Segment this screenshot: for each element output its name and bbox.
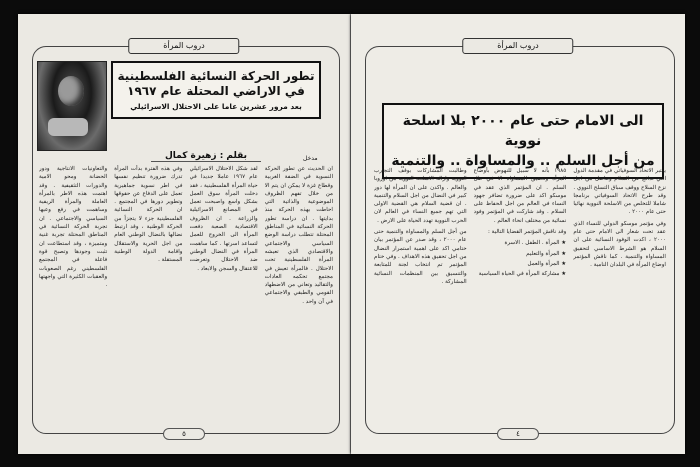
left-column-4	[39, 165, 107, 415]
right-column-3-text: وطالبت المشاركات بوقف التجارب النووية وازالة الاسلحة النووية من اوروبا والعالم . واكدن على ان المرأة لها دور كبير في النضال من اجل السلام والتنمية . ان قضية السلام هي القضية الاولى التي تهم جميع النساء في العالم لان الحرب النووية تهدد الحياة على الارض .	[373, 168, 467, 224]
list-item: ★ المرأة . الطفل . الاسرة	[504, 240, 567, 247]
right-column-2-text: ١٩٨٥ بأنه لا سبيل للنهوض بأوضاع المرأة وتحقيق المساواة الا في ظل السلم . ان المؤتمر الذي عقد في موسكو اكد على ضرورة تضافر جهود النساء في العالم من اجل الحفاظ على السلام . وقد شاركت في المؤتمر وفود نسائية من مختلف انحاء العالم .	[473, 168, 567, 224]
left-page-header: دروب المرأة	[128, 38, 239, 54]
topic-4: مشاركة المرأة في الحياة السياسية	[478, 271, 560, 278]
left-article-columns	[39, 165, 333, 415]
topics-list	[474, 239, 567, 278]
left-page-number: ٥	[163, 428, 205, 440]
left-title-line-2: في الاراضي المحتلة عام ١٩٦٧	[127, 84, 305, 98]
right-page-frame	[365, 46, 675, 434]
topic-2: المرأة والتعليم	[526, 250, 560, 257]
article-author: بقلم : زهيرة كمال	[151, 151, 261, 162]
list-item: ★ مشاركة المرأة في الحياة السياسية	[478, 271, 567, 278]
right-page	[351, 14, 685, 454]
right-article-columns	[374, 167, 666, 413]
left-title-line-3: بعد مرور عشرين عاما على الاحتلال الاسرائيلي	[130, 102, 302, 111]
right-page-number: ٤	[497, 428, 539, 440]
left-page	[18, 14, 350, 454]
list-item: ★ المرأة والعمل	[527, 260, 567, 267]
bullet-intro: وقد ناقش المؤتمر القضايا التالية :	[487, 229, 567, 236]
left-column-1	[265, 165, 333, 415]
right-top-paragraph: يعتبر الاتحاد السوفياتي في مقدمة الدول التي تدافع عن السلام وتناضل من اجل نزع السلاح ووقف سباق التسلح النووي . وقد طرح الاتحاد السوفياتي برنامجا شاملا للتخلص من الاسلحة النووية نهائيا حتى عام ٢٠٠٠ .	[573, 168, 666, 216]
left-column-2-text: لقد شكل الاحتلال الاسرائيلي عام ١٩٦٧ عاملا جديدا في حياة المرأة الفلسطينية ، فقد دخلت المرأة سوق العمل بشكل واسع واصبحت تعمل في المصانع الاسرائيلية والزراعة . ان الظروف الاقتصادية الصعبة دفعت المرأة الى الخروج للعمل لتساعد اسرتها . كما ساهمت المرأة في النضال الوطني ضد الاحتلال وتعرضت للاعتقال والسجن والابعاد .	[189, 166, 258, 272]
right-column-3b-text: من أجل السلم والمساواة والتنمية حتى عام ٢٠٠٠ ، وقد صدر عن المؤتمر بيان ختامي اكد على اهمية استمرار النضال من اجل تحقيق هذه الاهداف . وفي ختام المؤتمر تم انتخاب لجنة للمتابعة والتنسيق بين المنظمات النسائية المشاركة .	[373, 229, 467, 285]
topic-3: المرأة والعمل	[527, 260, 560, 267]
left-column-4-text: والتعاونيات الانتاجية ودور الحضانة ومحو الامية والدورات التثقيفية . وقد اهتمت هذه الاطر بالمرأة العاملة والمرأة الريفية وساهمت في رفع وعيها السياسي والاجتماعي . ان تجربة الحركة النسائية في المناطق المحتلة تجربة غنية ومتميزة ، وقد استطاعت ان تثبت وجودها وتصبح قوة فاعلة في المجتمع الفلسطيني رغم الصعوبات والعقبات الكثيرة التي واجهتها .	[39, 166, 108, 289]
left-column-2	[190, 165, 258, 415]
topic-1: المرأة . الطفل . الاسرة	[504, 240, 560, 247]
photo-face	[58, 76, 84, 106]
right-page-header: دروب المرأة	[462, 38, 573, 54]
left-title-line-1: تطور الحركة النسائية الفلسطينية	[117, 69, 315, 83]
right-column-3	[374, 167, 467, 413]
left-column-3-text: وفي هذه الفترة بدأت المرأة تدرك ضرورة تنظيم نفسها في اطر نسوية جماهيرية تعمل على الدفاع عن حقوقها وتطوير دورها في المجتمع . ان الحركة النسائية الفلسطينية جزء لا يتجزأ من الحركة الوطنية ، وقد ارتبط نضالها بالنضال الوطني العام من اجل الحرية والاستقلال واقامة الدولة الوطنية المستقلة .	[114, 166, 183, 264]
right-column-1	[573, 167, 666, 413]
author-photo	[37, 61, 107, 151]
photo-hand	[48, 118, 88, 136]
list-item: ★ المرأة والتعليم	[526, 250, 567, 257]
left-article-title	[111, 61, 321, 119]
left-column-1-text: ان الحديث عن تطور الحركة النسوية في الضفة الغربية وقطاع غزة لا يمكن ان يتم الا من خلال تفهم الظروف الموضوعية والذاتية التي احاطت بهذه الحركة منذ بدايتها . ان دراسة تطور الحركة النسائية في المناطق المحتلة تتطلب دراسة الوضع السياسي والاجتماعي والاقتصادي الذي تعيشه المرأة الفلسطينية تحت الاحتلال . فالمرأة تعيش في مجتمع تحكمه العادات والتقاليد وتعاني من الاضطهاد القومي والطبقي والاجتماعي في آن واحد .	[264, 166, 333, 305]
right-title-line-2: من أجل السلم .. والمساواة .. والتنمية	[391, 153, 655, 169]
intro-label: مدخل	[303, 155, 318, 162]
right-column-2	[474, 167, 567, 413]
left-column-3	[114, 165, 182, 415]
right-column-1-text: وفي مؤتمر موسكو الدولي للنساء الذي عقد تحت شعار الى الامام حتى عام ٢٠٠٠ ، اكدت الوفود النسائية على ان السلام هو الشرط الاساسي لتحقيق المساواة والتنمية . كما ناقش المؤتمر اوضاع المرأة في البلدان النامية .	[573, 220, 666, 269]
left-page-frame	[32, 46, 340, 434]
right-title-line-1: الى الامام حتى عام ٢٠٠٠ بلا اسلحة نووية	[402, 113, 644, 149]
